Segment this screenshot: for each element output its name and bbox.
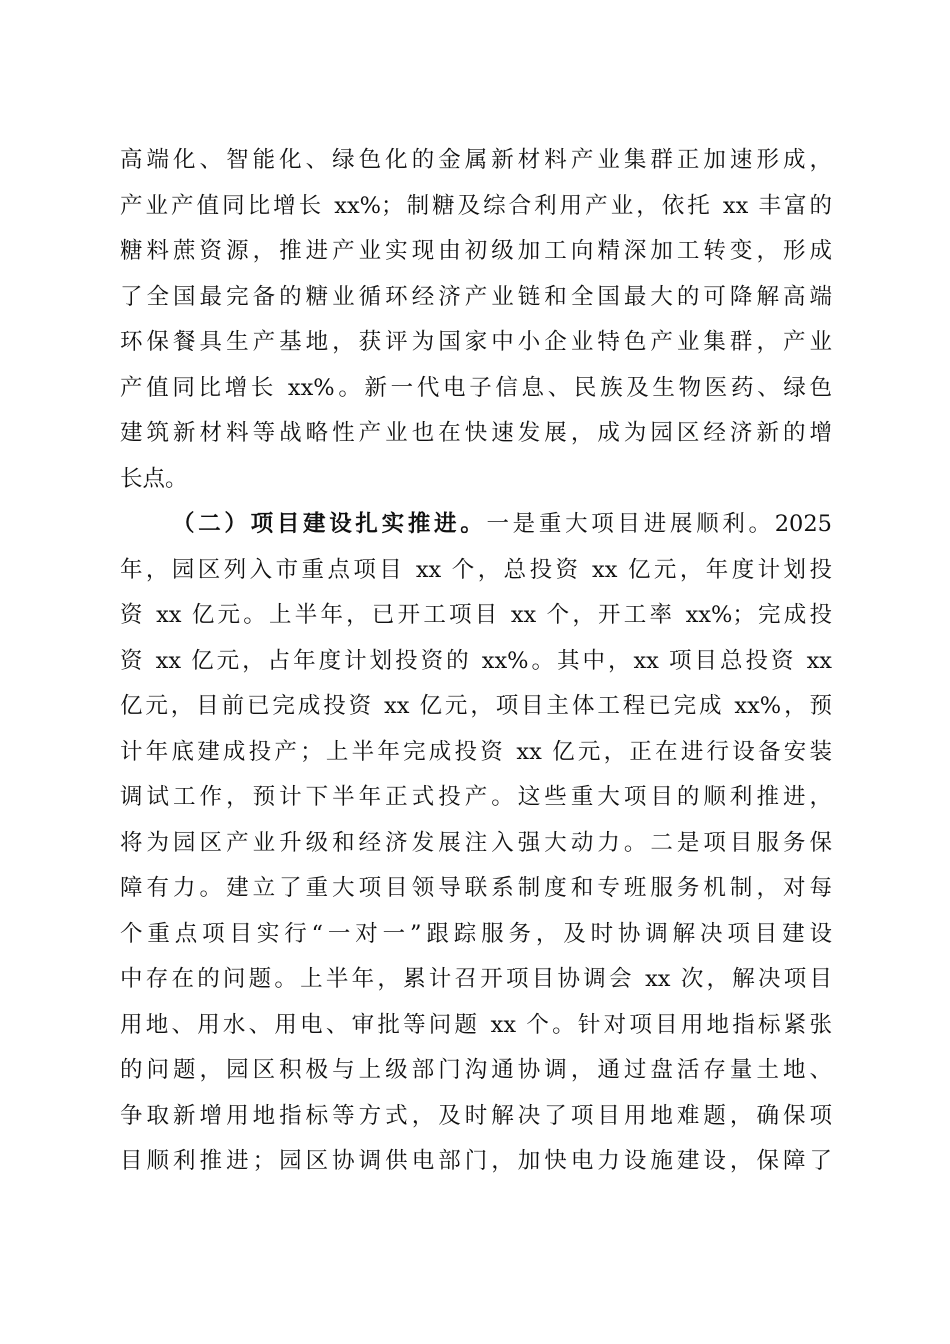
body-text (120, 138, 832, 1185)
text-line: 环保餐具生产基地，获评为国家中小企业特色产业集群，产业 (120, 329, 832, 355)
text-run: 一是重大项目进展顺利。2025 (486, 511, 832, 537)
text-line: 高端化、智能化、绿色化的金属新材料产业集群正加速形成， (120, 147, 832, 173)
text-line: 了全国最完备的糖业循环经济产业链和全国最大的可降解高端 (120, 283, 832, 310)
text-line: 将为园区产业升级和经济发展注入强大动力。二是项目服务保 (120, 829, 832, 856)
text-line: 的问题，园区积极与上级部门沟通协调，通过盘活存量土地、 (120, 1057, 832, 1083)
section-heading: （二）项目建设扎实推进。 (172, 511, 487, 537)
text-line: 用地、用水、用电、审批等问题 xx 个。针对项目用地指标紧张 (120, 1011, 832, 1038)
text-line: 中存在的问题。上半年，累计召开项目协调会 xx 次，解决项目 (120, 966, 832, 992)
text-line: 计年底建成投产；上半年完成投资 xx 亿元，正在进行设备安装 (120, 738, 832, 765)
text-line: 建筑新材料等战略性产业也在快速发展，成为园区经济新的增 (120, 420, 832, 446)
text-line: 目顺利推进；园区协调供电部门，加快电力设施建设，保障了 (120, 1148, 832, 1174)
text-line: 资 xx 亿元，占年度计划投资的 xx%。其中，xx 项目总投资 xx (120, 647, 832, 674)
text-line-first (120, 502, 832, 548)
text-line: 长点。 (120, 465, 188, 492)
text-line: 争取新增用地指标等方式，及时解决了项目用地难题，确保项 (120, 1102, 832, 1129)
text-line: 个重点项目实行“一对一”跟踪服务，及时协调解决项目建设 (120, 920, 832, 947)
paragraph-industry (120, 138, 832, 502)
text-line: 障有力。建立了重大项目领导联系制度和专班服务机制，对每 (120, 875, 832, 901)
text-line: 产业产值同比增长 xx%；制糖及综合利用产业，依托 xx 丰富的 (120, 192, 832, 219)
text-line: 产值同比增长 xx%。新一代电子信息、民族及生物医药、绿色 (120, 374, 832, 401)
text-line: 年，园区列入市重点项目 xx 个，总投资 xx 亿元，年度计划投 (120, 556, 832, 583)
text-line: 资 xx 亿元。上半年，已开工项目 xx 个，开工率 xx%；完成投 (120, 602, 832, 628)
text-line: 糖料蔗资源，推进产业实现由初级加工向精深加工转变，形成 (120, 238, 832, 264)
text-line: 亿元，目前已完成投资 xx 亿元，项目主体工程已完成 xx%，预 (120, 693, 832, 719)
text-line: 调试工作，预计下半年正式投产。这些重大项目的顺利推进， (120, 784, 832, 810)
paragraph-project-construction (120, 502, 832, 1185)
